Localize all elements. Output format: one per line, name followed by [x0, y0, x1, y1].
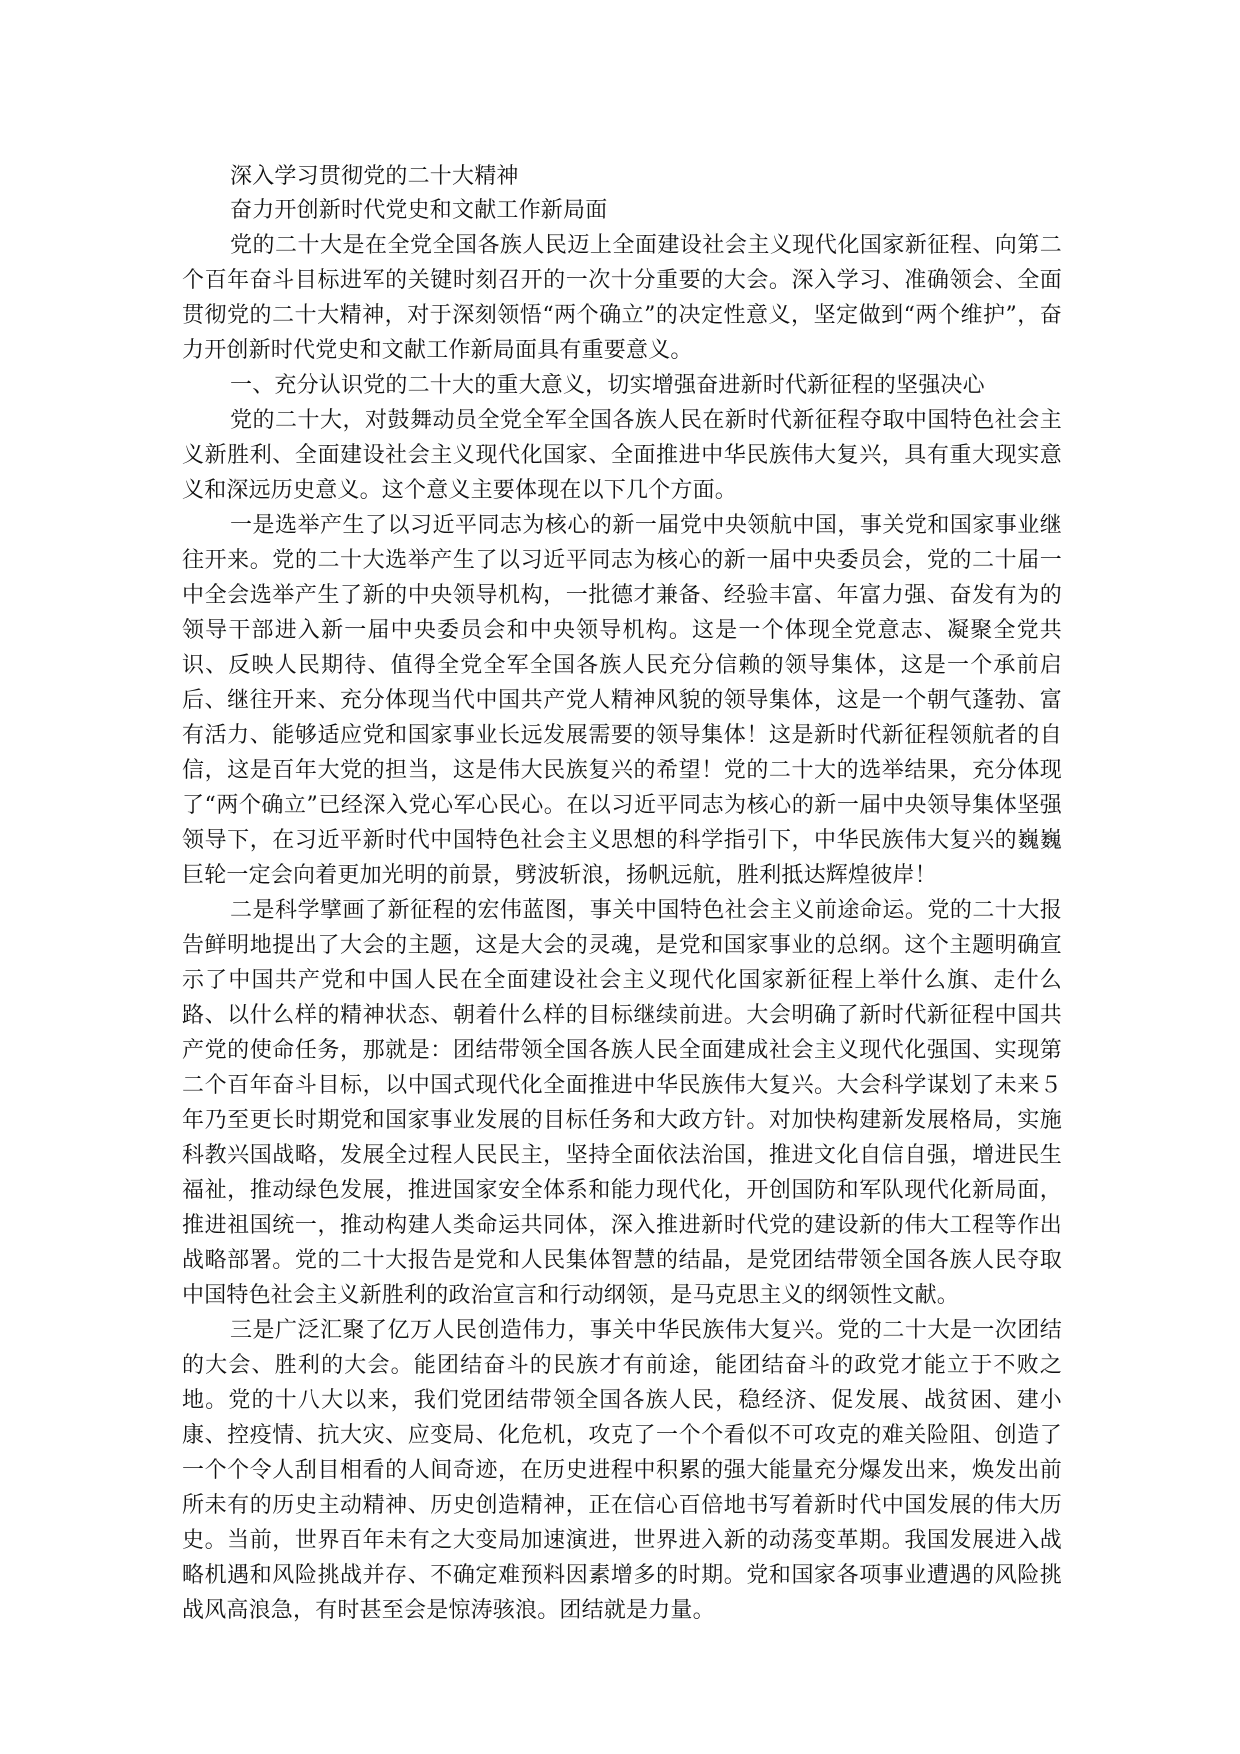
paragraph-point-1: 一是选举产生了以习近平同志为核心的新一届党中央领航中国，事关党和国家事业继往开来。党的二十大选举产生了以习近平同志为核心的新一届中央委员会，党的二十届一中全会选举产生了新的中央领导机构，一批德才兼备、经验丰富、年富力强、奋发有为的领导干部进入新一届中央委员会和中央领导机构。这是一个体现全党意志、凝聚全党共识、反映人民期待、值得全党全军全国各族人民充分信赖的领导集体，这是一个承前启后、继往开来、充分体现当代中国共产党人精神风貌的领导集体，这是一个朝气蓬勃、富有活力、能够适应党和国家事业长远发展需要的领导集体！这是新时代新征程领航者的自信，这是百年大党的担当，这是伟大民族复兴的希望！党的二十大的选举结果，充分体现了“两个确立”已经深入党心军心民心。在以习近平同志为核心的新一届中央领导集体坚强领导下，在习近平新时代中国特色社会主义思想的科学指引下，中华民族伟大复兴的巍巍巨轮一定会向着更加光明的前景，劈波斩浪，扬帆远航，胜利抵达辉煌彼岸！ — [182, 513, 1062, 888]
paragraph-intro: 党的二十大是在全党全国各族人民迈上全面建设社会主义现代化国家新征程、向第二个百年奋斗目标进军的关键时刻召开的一次十分重要的大会。深入学习、准确领会、全面贯彻党的二十大精神，对于深刻领悟“两个确立”的决定性意义，坚定做到“两个维护”，奋力开创新时代党史和文献工作新局面具有重要意义。 — [182, 233, 1062, 363]
section-heading-1: 一、充分认识党的二十大的重大意义，切实增强奋进新时代新征程的坚强决心 — [230, 373, 985, 398]
document-body — [182, 160, 1062, 1628]
document-title-line-2: 奋力开创新时代党史和文献工作新局面 — [230, 198, 608, 223]
paragraph-point-3: 三是广泛汇聚了亿万人民创造伟力，事关中华民族伟大复兴。党的二十大是一次团结的大会、胜利的大会。能团结奋斗的民族才有前途，能团结奋斗的政党才能立于不败之地。党的十八大以来，我们党团结带领全国各族人民，稳经济、促发展、战贫困、建小康、控疫情、抗大灾、应变局、化危机，攻克了一个个看似不可攻克的难关险阻、创造了一个个令人刮目相看的人间奇迹，在历史进程中积累的强大能量充分爆发出来，焕发出前所未有的历史主动精神、历史创造精神，正在信心百倍地书写着新时代中国发展的伟大历史。当前，世界百年未有之大变局加速演进，世界进入新的动荡变革期。我国发展进入战略机遇和风险挑战并存、不确定难预料因素增多的时期。党和国家各项事业遭遇的风险挑战风高浪急，有时甚至会是惊涛骇浪。团结就是力量。 — [182, 1318, 1062, 1623]
paragraph-significance: 党的二十大，对鼓舞动员全党全军全国各族人民在新时代新征程夺取中国特色社会主义新胜利、全面建设社会主义现代化国家、全面推进中华民族伟大复兴，具有重大现实意义和深远历史意义。这个意义主要体现在以下几个方面。 — [182, 408, 1062, 503]
document-title-line-1: 深入学习贯彻党的二十大精神 — [230, 164, 519, 189]
paragraph-point-2: 二是科学擘画了新征程的宏伟蓝图，事关中国特色社会主义前途命运。党的二十大报告鲜明地提出了大会的主题，这是大会的灵魂，是党和国家事业的总纲。这个主题明确宣示了中国共产党和中国人民在全面建设社会主义现代化国家新征程上举什么旗、走什么路、以什么样的精神状态、朝着什么样的目标继续前进。大会明确了新时代新征程中国共产党的使命任务，那就是：团结带领全国各族人民全面建成社会主义现代化强国、实现第二个百年奋斗目标，以中国式现代化全面推进中华民族伟大复兴。大会科学谋划了未来５ 年乃至更长时期党和国家事业发展的目标任务和大政方针。对加快构建新发展格局，实施科教兴国战略，发展全过程人民民主，坚持全面依法治国，推进文化自信自强，增进民生福祉，推动绿色发展，推进国家安全体系和能力现代化，开创国防和军队现代化新局面，推进祖国统一，推动构建人类命运共同体，深入推进新时代党的建设新的伟大工程等作出战略部署。党的二十大报告是党和人民集体智慧的结晶，是党团结带领全国各族人民夺取中国特色社会主义新胜利的政治宣言和行动纲领，是马克思主义的纲领性文献。 — [182, 898, 1062, 1308]
